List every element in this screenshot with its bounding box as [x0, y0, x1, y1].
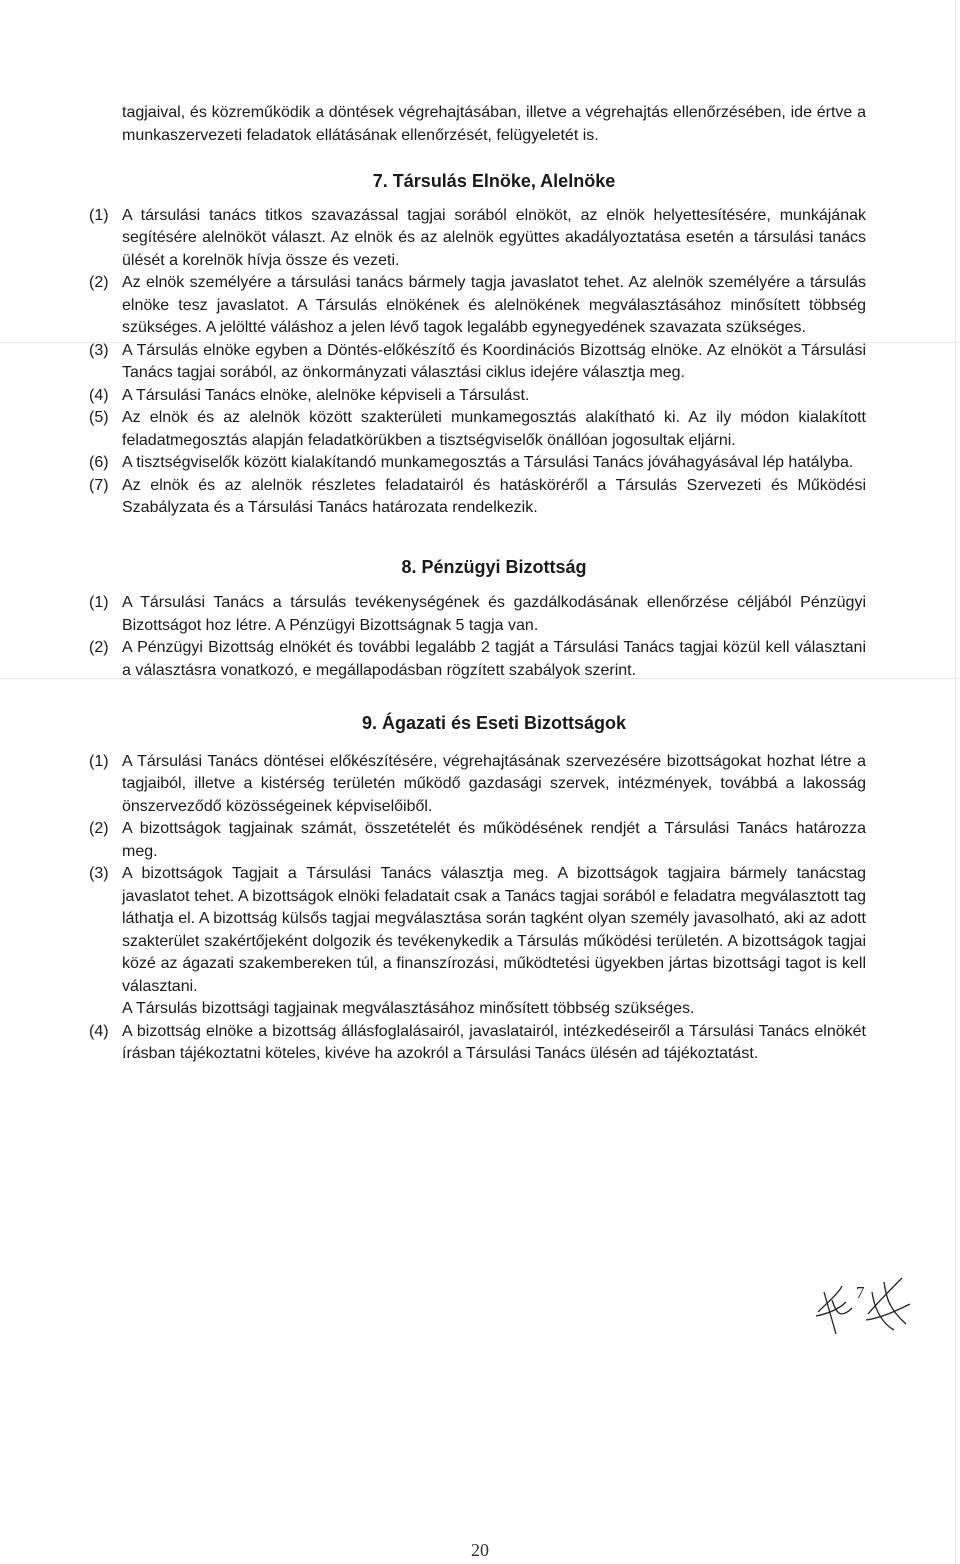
item-text: A Társulás elnöke egyben a Döntés-előkészítő és Koordinációs Bizottság elnöke. Az elnököt a Társulási Tanács tagjai sorából, az önkormányzati választási ciklus idejére választja meg. — [122, 341, 866, 381]
page-edge — [955, 0, 956, 1564]
list-item — [89, 637, 866, 682]
item-text: A tisztségviselők között kialakítandó munkamegosztás a Társulási Tanács jóváhagyásával lép hatályba. — [122, 454, 854, 471]
section-title: 7. Társulás Elnöke, Alelnöke — [372, 171, 616, 191]
list-item — [89, 1021, 866, 1066]
item-text: A Társulási Tanács döntései előkészítésére, végrehajtásának szervezésére bizottságokat hozhat létre a tagjaiból, illetve a kistérség területén működő gazdasági szervek, intézmények, továbbá a lakosság önszerveződő közösségeinek képviselőiből. — [122, 752, 866, 815]
item-text: Az elnök és az alelnök között szakterületi munkamegosztás alakítható ki. Az ily módon kialakított feladatmegosztás alapján feladatkörükben a tisztségviselők önállóan jogosultak eljárni. — [122, 409, 866, 449]
list-item — [89, 818, 866, 863]
item-number: (6) — [89, 454, 109, 471]
handwritten-initials — [810, 1272, 920, 1342]
list-item — [89, 751, 866, 819]
item-text: A Társulási Tanács a társulás tevékenységének és gazdálkodásának ellenőrzése céljából Pénzügyi Bizottságot hoz létre. A Pénzügyi Bizottságnak 5 tagja van. — [122, 594, 866, 634]
initials-number: 7 — [856, 1283, 865, 1302]
list-item — [89, 475, 866, 520]
item-number: (3) — [89, 865, 109, 882]
item-text: A bizottságok tagjainak számát, összetételét és működésének rendjét a Társulási Tanács határozza meg. — [122, 820, 866, 860]
intro-paragraph: tagjaival, és közreműködik a döntések végrehajtásában, illetve a végrehajtás ellenőrzésében, ide értve a munkaszervezeti feladatok ellátásának ellenőrzését, felügyeletét is. — [122, 104, 866, 144]
item-text: Az elnök és az alelnök részletes feladatairól és hatásköréről a Társulás Szervezeti és Működési Szabályzata és a Társulási Tanács határozata rendelkezik. — [122, 476, 866, 516]
item-number: (2) — [89, 820, 109, 837]
list-item — [89, 272, 866, 340]
item-text: A bizottságok Tagjait a Társulási Tanács választja meg. A bizottságok tagjaira bármely tanácstag javaslatot tehet. A bizottságok elnöki feladatait csak a Tanács tagjai sorából e feladatra megválasztott tag láthatja el. A bizottság külsős tagjai megválasztása során tagként olyan személy javasolható, aki az adott szakterület szakértőjeként dolgozik és tevékenykedik a Társulás működési területén. A bizottságok tagjai közé az ágazati szakembereken túl, a finanszírozási, működtetési ügyekben jártas bizottsági tagot is kell választani. — [122, 865, 866, 995]
item-number: (1) — [89, 206, 109, 224]
item-number: (1) — [89, 752, 109, 770]
section-title: 9. Ágazati és Eseti Bizottságok — [361, 713, 627, 733]
item-number: (4) — [89, 1022, 109, 1040]
list-item — [89, 452, 866, 475]
item-number: (4) — [89, 386, 109, 404]
item-text: Az elnök személyére a társulási tanács bármely tagja javaslatot tehet. Az alelnök személyére a társulás elnöke tesz javaslatot. A Társulás elnökének és alelnökének megválasztásához minősített többség szükséges. A jelöltté váláshoz a jelen lévő tagok legalább egynegyedének szavazata szükséges. — [122, 274, 866, 336]
page-number: 20 — [471, 1540, 489, 1560]
list-item — [89, 205, 866, 273]
list-item — [89, 340, 866, 385]
item-continuation: A Társulás bizottsági tagjainak megválasztásához minősített többség szükséges. — [122, 1000, 695, 1017]
list-item — [89, 385, 866, 408]
item-number: (1) — [89, 594, 109, 611]
item-text: A társulási tanács titkos szavazással tagjai sorából elnököt, az elnök helyettesítésére, munkájának segítésére alelnököt választ. Az elnök és az alelnök együttes akadályoztatása esetén a társulási tanács ülését a korelnök hívja össze és vezeti. — [122, 206, 866, 269]
list-item — [89, 592, 866, 637]
item-number: (3) — [89, 341, 109, 359]
section-title: 8. Pénzügyi Bizottság — [401, 556, 587, 577]
item-number: (2) — [89, 639, 109, 656]
item-number: (7) — [89, 476, 109, 494]
list-item — [89, 863, 866, 998]
item-text: A bizottság elnöke a bizottság állásfoglalásairól, javaslatairól, intézkedéseiről a Társulási Tanács elnökét írásban tájékoztatni köteles, kivéve ha azokról a Társulási Tanács ülésén ad tájékoztatást. — [122, 1022, 866, 1062]
item-text: A Pénzügyi Bizottság elnökét és további legalább 2 tagját a Társulási Tanács tagjai közül kell választani a választásra vonatkozó, e megállapodásban rögzített szabályok szerint. — [122, 639, 866, 679]
item-number: (5) — [89, 409, 109, 426]
item-text: A Társulási Tanács elnöke, alelnöke képviseli a Társulást. — [122, 386, 530, 404]
list-item — [89, 407, 866, 452]
document-body — [89, 102, 866, 1066]
item-number: (2) — [89, 274, 109, 291]
